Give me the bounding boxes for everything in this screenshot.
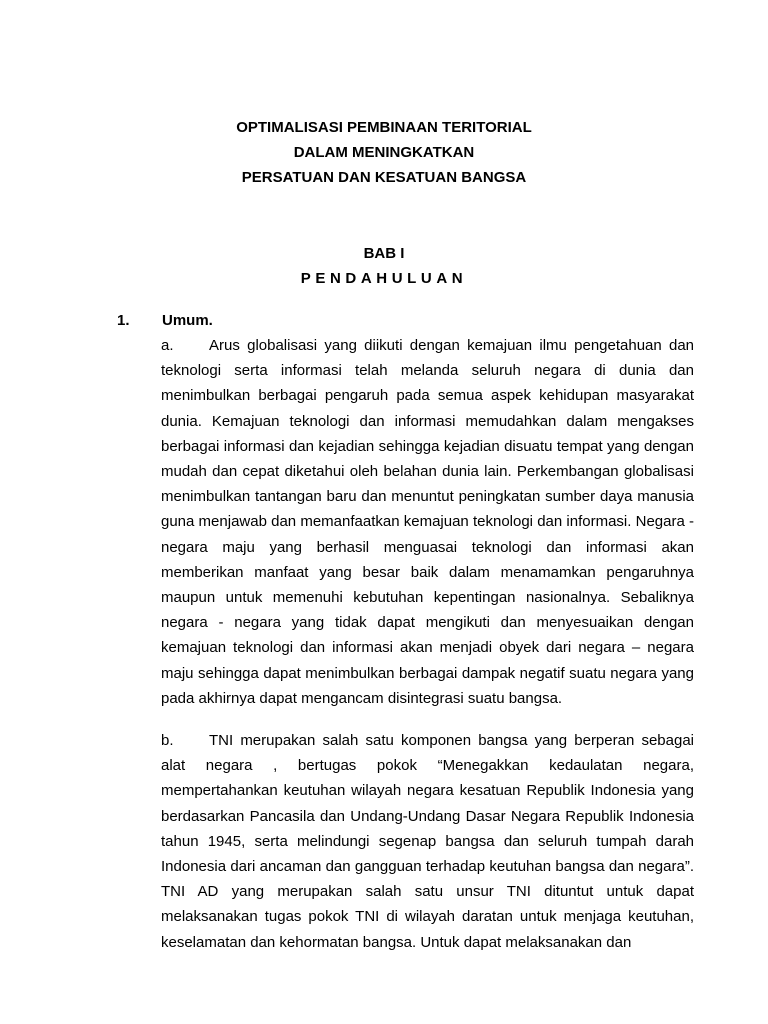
section-heading: Umum. [162, 312, 213, 329]
paragraph-b-text: TNI merupakan salah satu komponen bangsa yang berperan sebagai alat negara , bertugas pokok “Menegakkan kedaulatan negara, mempertahankan keutuhan wilayah negara kesatuan Republik Indonesia yang berdasarkan Pancasila dan Undang-Undang Dasar Negara Republik Indonesia tahun 1945, serta melindungi segenap bangsa dan seluruh tumpah darah Indonesia dari ancaman dan gangguan terhadap keutuhan bangsa dan negara”. TNI AD yang merupakan salah satu unsur TNI dituntut untuk dapat melaksanakan tugas pokok TNI di wilayah daratan untuk menjaga keutuhan, keselamatan dan kehormatan bangsa. Untuk dapat melaksanakan dan [161, 732, 694, 951]
paragraph-a-label: a. [161, 337, 174, 354]
paragraph-b [161, 728, 694, 955]
paragraph-a [161, 333, 694, 711]
chapter-title: PENDAHULUAN [300, 270, 468, 287]
document-title-line-1: OPTIMALISASI PEMBINAAN TERITORIAL [236, 119, 532, 136]
paragraph-a-text: Arus globalisasi yang diikuti dengan kemajuan ilmu pengetahuan dan teknologi serta informasi telah melanda seluruh negara di dunia dan menimbulkan berbagai pengaruh pada semua aspek kehidupan masyarakat dunia. Kemajuan teknologi dan informasi memudahkan dalam mengakses berbagai informasi dan kejadian sehingga kejadian disuatu tempat yang dengan mudah dan cepat diketahui oleh belahan dunia lain. Perkembangan globalisasi menimbulkan tantangan baru dan menuntut peningkatan sumber daya manusia guna menjawab dan memanfaatkan kemajuan teknologi dan informasi. Negara - negara maju yang berhasil menguasai teknologi dan informasi akan memberikan manfaat yang besar baik dalam menamamkan pengaruhnya maupun untuk memenuhi kebutuhan kepentingan nasionalnya. Sebaliknya negara - negara yang tidak dapat mengikuti dan menyesuaikan dengan kemajuan teknologi dan informasi akan menjadi obyek dari negara – negara maju sehingga dapat menimbulkan berbagai dampak negatif suatu negara yang pada akhirnya dapat mengancam disintegrasi suatu bangsa. [161, 337, 694, 707]
document-title-line-2: DALAM MENINGKATKAN [293, 144, 475, 161]
chapter-number: BAB I [363, 245, 405, 262]
document-title-line-3: PERSATUAN DAN KESATUAN BANGSA [241, 169, 527, 186]
paragraph-b-label: b. [161, 732, 174, 749]
section-number: 1. [117, 312, 130, 329]
